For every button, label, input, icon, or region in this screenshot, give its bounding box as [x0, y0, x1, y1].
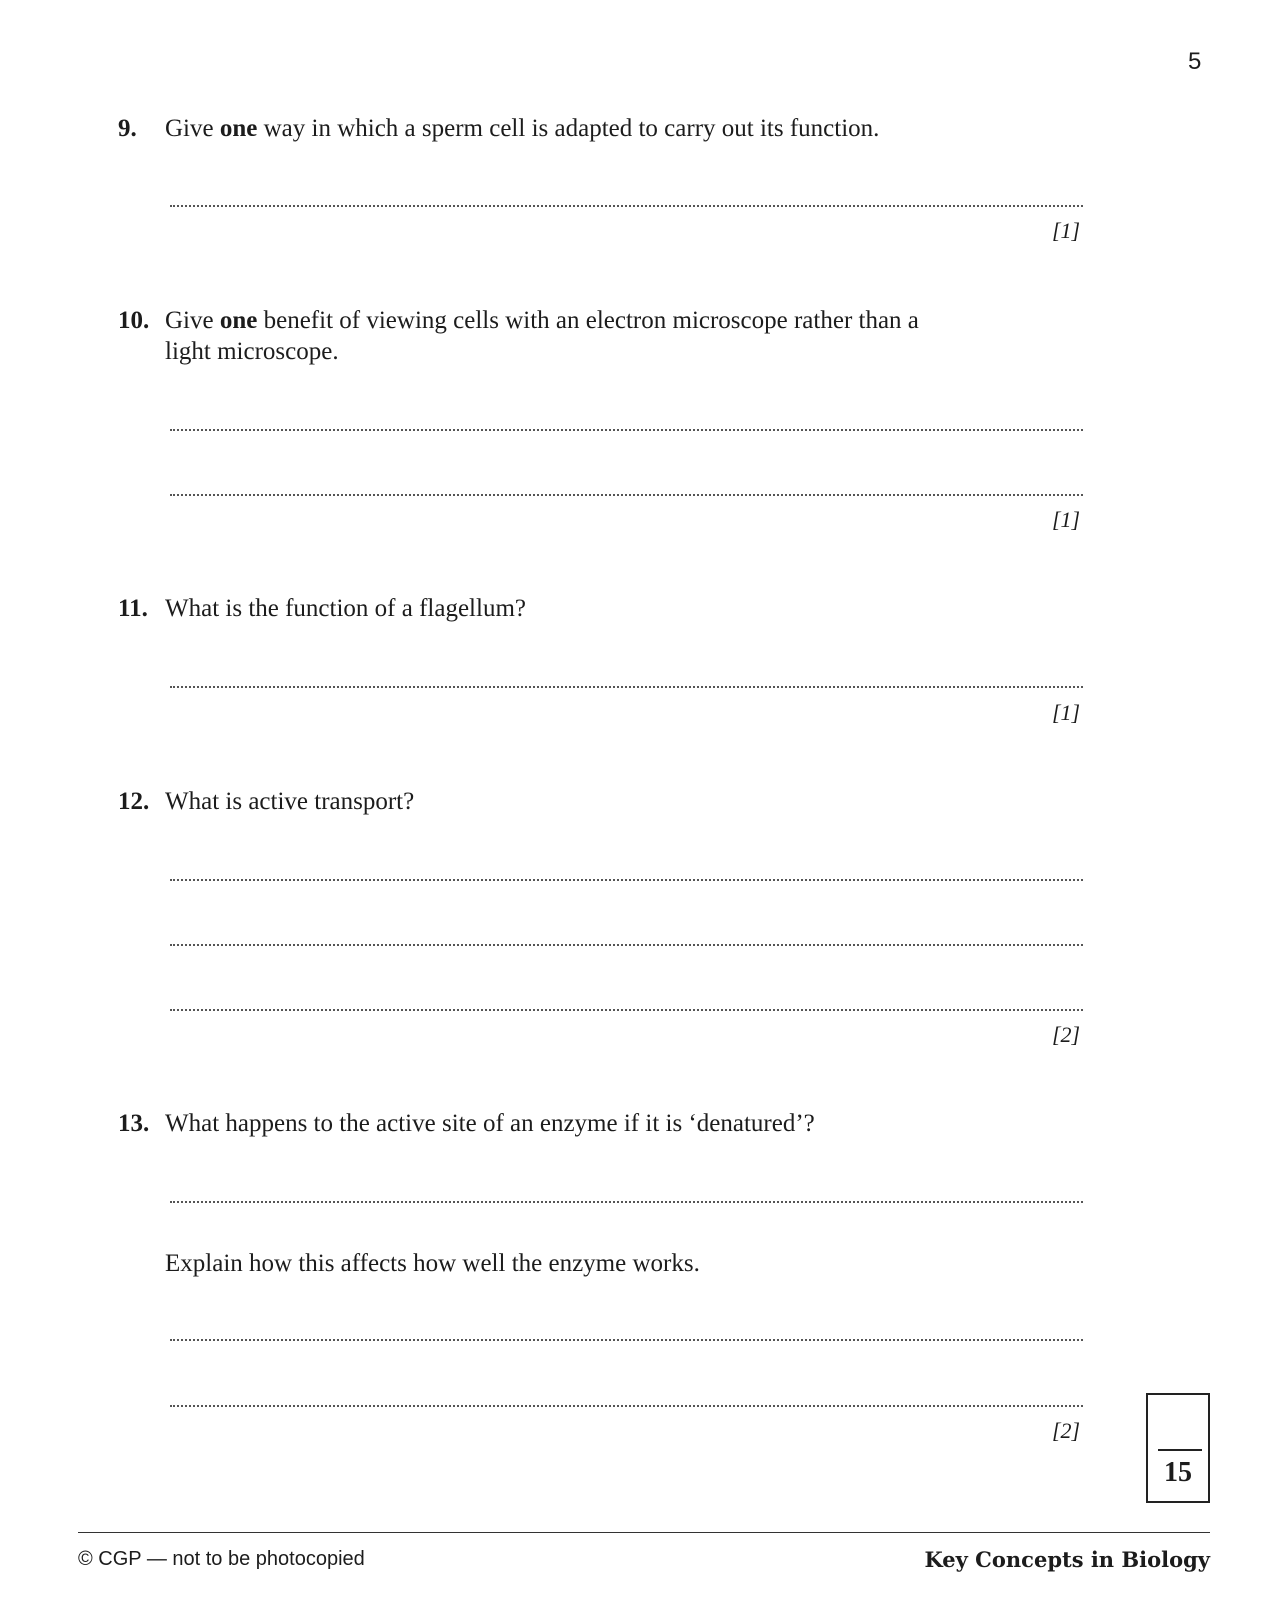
marks-label: [1] [1052, 507, 1081, 532]
question-number: 9. [118, 115, 137, 142]
answer-line[interactable] [170, 1405, 1083, 1407]
question-number: 11. [118, 595, 148, 622]
footer-divider [78, 1532, 1210, 1533]
answer-line[interactable] [170, 1339, 1083, 1341]
question-number: 13. [118, 1110, 150, 1137]
question-number: 10. [118, 307, 150, 334]
question-text: Give one benefit of viewing cells with an electron microscope rather than a light microscope. [165, 307, 919, 365]
score-box[interactable] [1146, 1393, 1210, 1503]
question-9 [118, 113, 1078, 144]
marks-label: [1] [1052, 700, 1081, 725]
marks-label: [1] [1052, 218, 1081, 243]
emphasis: one [219, 115, 258, 142]
question-text: What is the function of a flagellum? [165, 595, 526, 622]
question-text: What happens to the active site of an enzyme if it is ‘denatured’? [165, 1110, 815, 1137]
footer-book-title: Key Concepts in Biology [924, 1547, 1210, 1572]
score-total: 15 [1164, 1457, 1192, 1488]
answer-line[interactable] [170, 205, 1083, 207]
answer-line[interactable] [170, 1009, 1083, 1011]
question-11 [118, 593, 1078, 624]
marks-label: [2] [1052, 1022, 1081, 1047]
page-number: 5 [1188, 48, 1202, 75]
answer-line[interactable] [170, 879, 1083, 881]
answer-line[interactable] [170, 944, 1083, 946]
question-text: What is active transport? [165, 788, 415, 815]
marks-label: [2] [1052, 1418, 1081, 1443]
emphasis: one [219, 307, 258, 334]
footer-copyright: © CGP — not to be photocopied [78, 1548, 365, 1570]
question-12 [118, 786, 1078, 817]
question-10 [118, 305, 1078, 367]
question-number: 12. [118, 788, 150, 815]
question-text: Give one way in which a sperm cell is adapted to carry out its function. [165, 115, 880, 142]
answer-line[interactable] [170, 429, 1083, 431]
answer-line[interactable] [170, 686, 1083, 688]
score-divider [1158, 1449, 1202, 1451]
answer-line[interactable] [170, 1201, 1083, 1203]
question-13 [118, 1108, 1078, 1139]
question-subtext: Explain how this affects how well the enzyme works. [165, 1250, 700, 1277]
answer-line[interactable] [170, 494, 1083, 496]
